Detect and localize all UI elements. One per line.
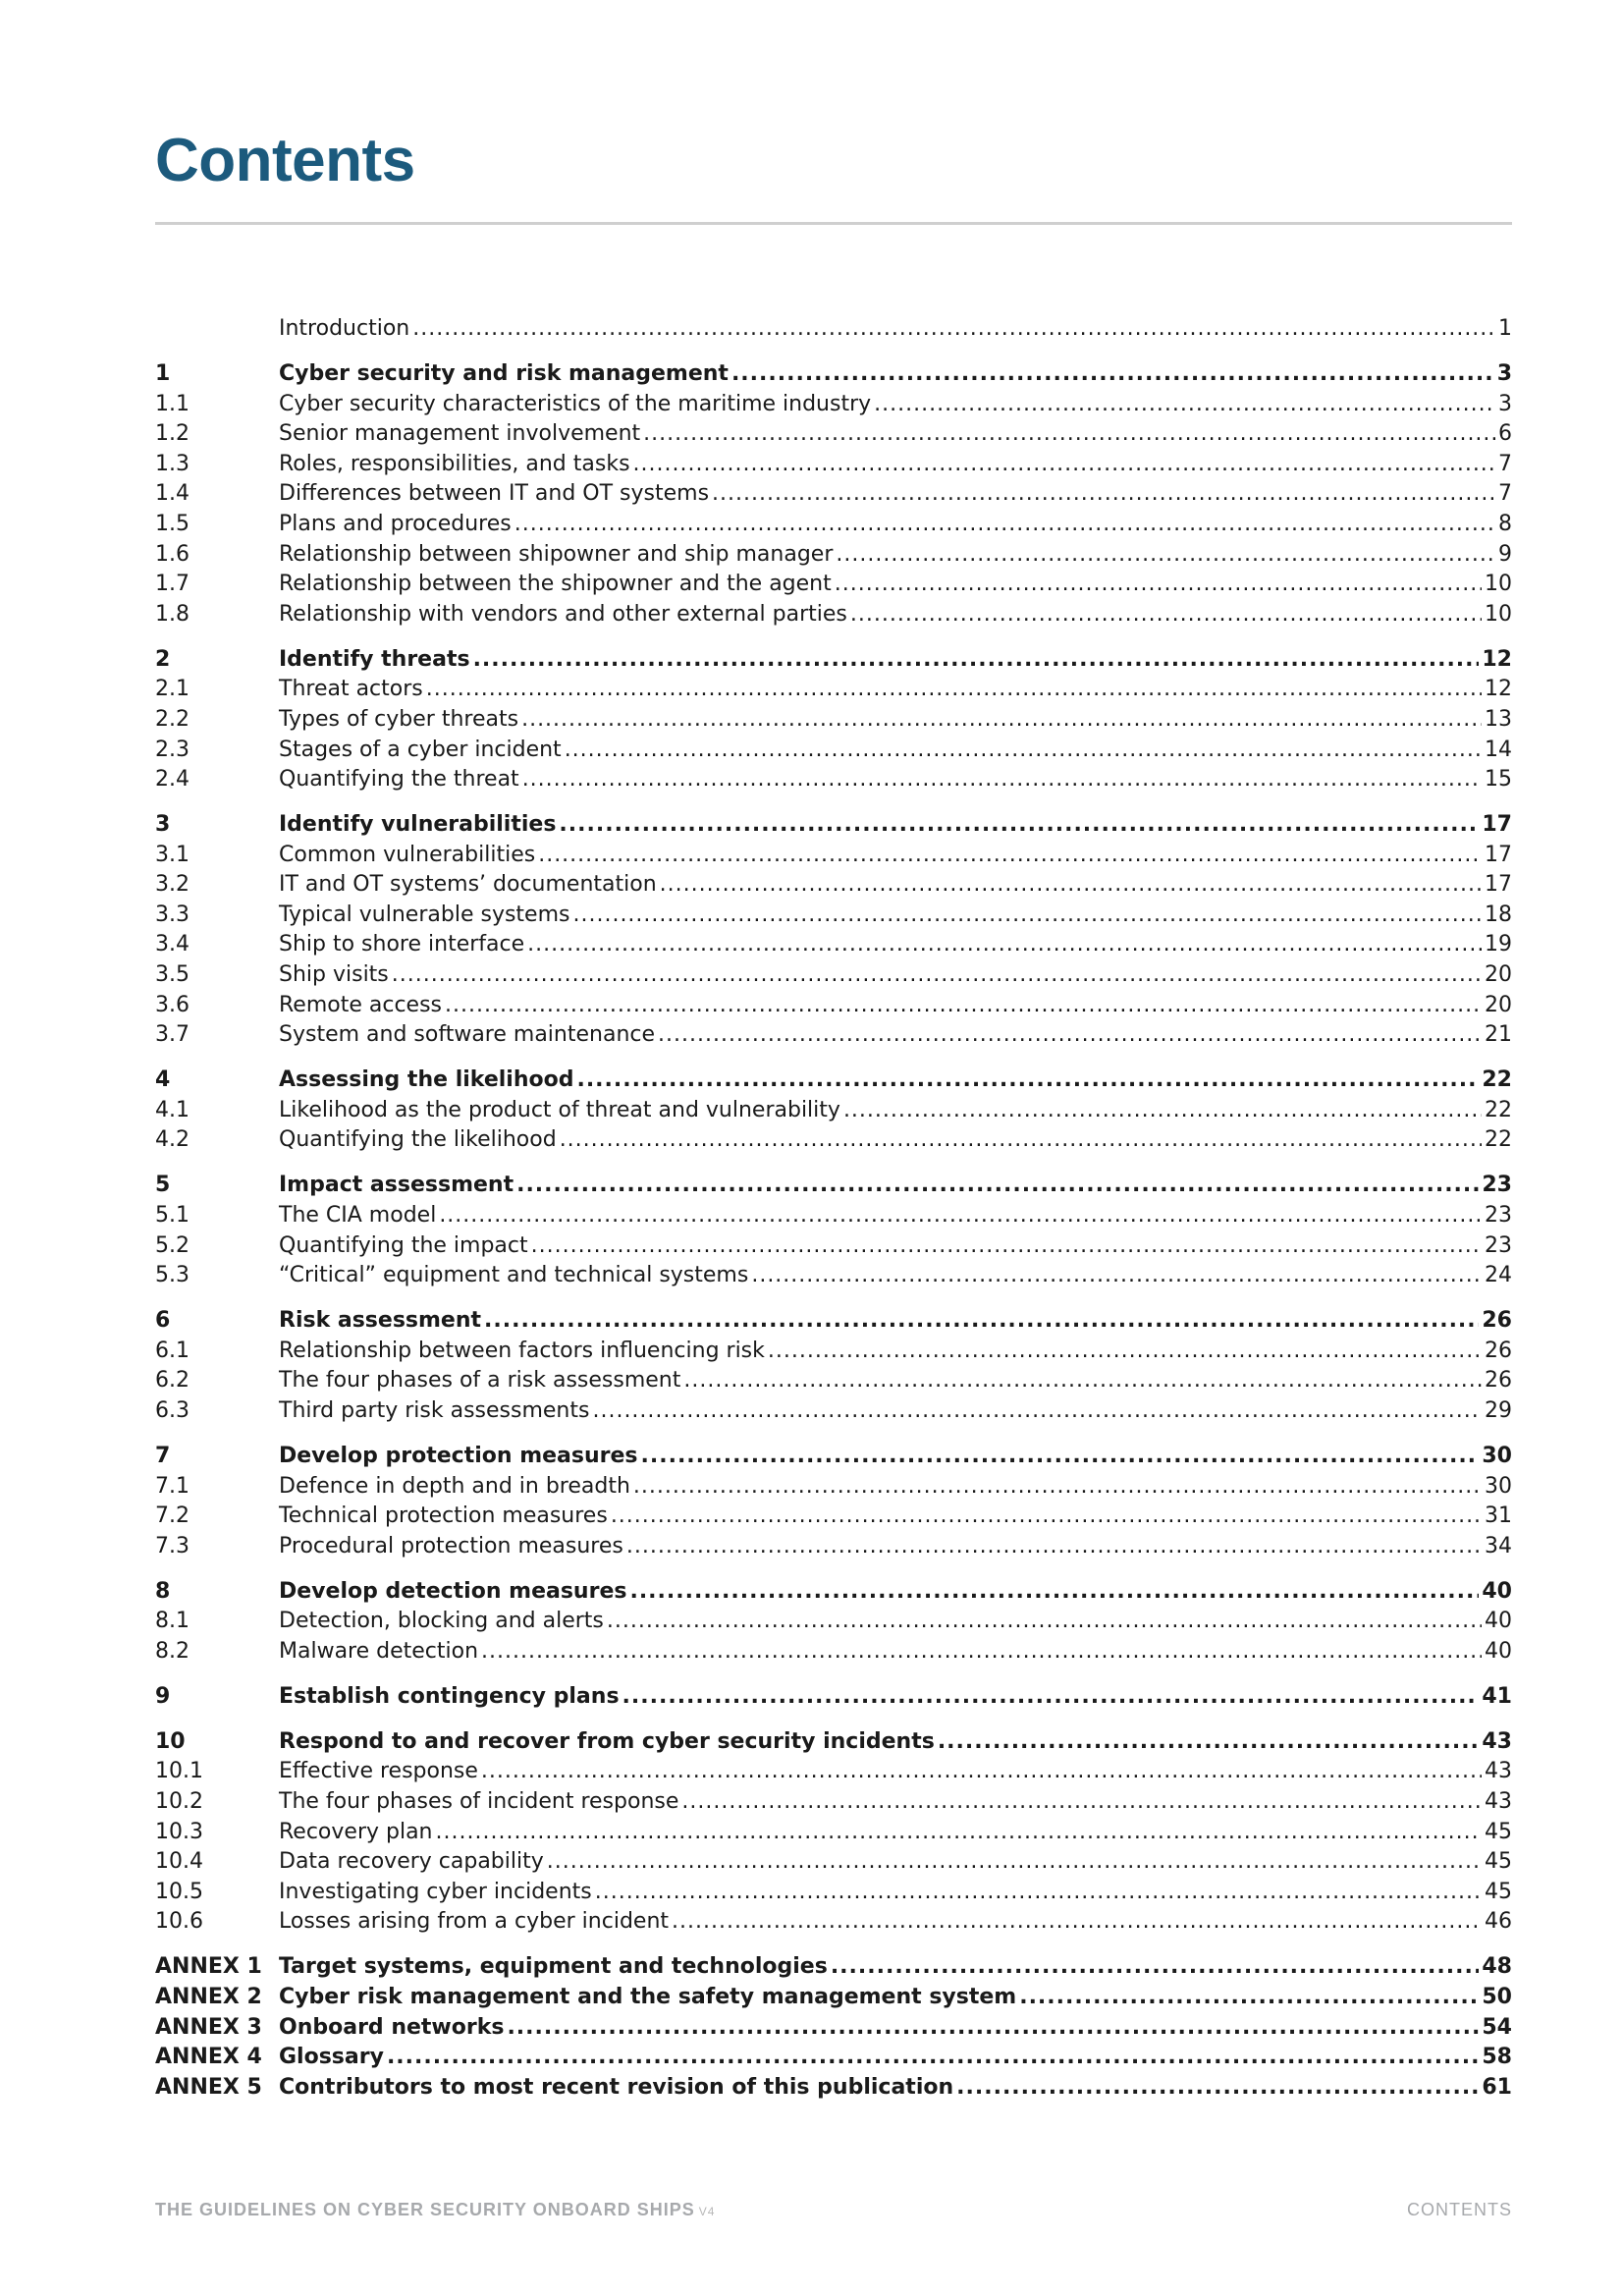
toc-page-number: 50 — [1482, 1984, 1512, 2009]
toc-entry-number: 1.4 — [155, 481, 189, 507]
toc-entry[interactable] — [155, 901, 1512, 931]
toc-page-number: 29 — [1485, 1397, 1512, 1423]
toc-page-number: 21 — [1485, 1022, 1512, 1048]
toc-entry-title: Cyber risk management and the safety management system — [279, 1984, 1017, 2009]
toc-page-number: 43 — [1482, 1728, 1512, 1754]
toc-entry[interactable] — [155, 991, 1512, 1021]
toc-page-number: 31 — [1485, 1503, 1512, 1529]
toc-entry-number: 3.5 — [155, 962, 189, 988]
toc-entry-title: Identify threats — [279, 646, 470, 672]
toc-entry-number: 1.6 — [155, 541, 189, 567]
toc-entry-number: 10.6 — [155, 1909, 203, 1935]
toc-entry-title: Third party risk assessments — [279, 1397, 590, 1423]
toc-entry-title: The CIA model — [279, 1202, 437, 1228]
toc-entry-title: Technical protection measures — [279, 1503, 608, 1529]
toc-page-number: 17 — [1485, 872, 1512, 898]
toc-entry-number: 1.3 — [155, 451, 189, 476]
toc-entry-title: Likelihood as the product of threat and vulnerability — [279, 1097, 840, 1122]
toc-entry-number: 7 — [155, 1443, 171, 1468]
footer-section-name: CONTENTS — [1407, 2200, 1512, 2219]
toc-dot-leader — [592, 1396, 1482, 1427]
toc-page-number: 12 — [1482, 646, 1512, 672]
toc-annex-entry[interactable] — [155, 2013, 1512, 2044]
toc-page-number: 3 — [1496, 360, 1512, 386]
toc-entry-number: 8 — [155, 1578, 171, 1604]
toc-entry-title: Glossary — [279, 2045, 384, 2070]
toc-entry-title: Develop protection measures — [279, 1443, 638, 1468]
toc-page-number: 23 — [1485, 1232, 1512, 1258]
toc-page-number: 15 — [1485, 767, 1512, 793]
toc-entry[interactable] — [155, 1125, 1512, 1156]
toc-dot-leader — [850, 600, 1482, 630]
toc-entry-number: 4 — [155, 1067, 171, 1093]
toc-page-number: 22 — [1485, 1127, 1512, 1153]
toc-entry-number: 1.7 — [155, 572, 189, 597]
toc-entry-number: 4.2 — [155, 1127, 189, 1153]
toc-chapter-entry[interactable] — [155, 1727, 1512, 1758]
toc-page-number: 41 — [1482, 1683, 1512, 1709]
toc-dot-leader — [768, 1337, 1482, 1367]
toc-entry-number: 10 — [155, 1728, 186, 1754]
toc-dot-leader — [426, 675, 1482, 705]
toc-dot-leader — [751, 1261, 1482, 1291]
toc-entry-title: Malware detection — [279, 1638, 479, 1664]
toc-page-number: 45 — [1485, 1819, 1512, 1844]
title-divider — [155, 222, 1512, 225]
toc-page-number: 6 — [1498, 421, 1512, 447]
toc-entry-title: Respond to and recover from cyber security incidents — [279, 1728, 935, 1754]
toc-entry-number: 5 — [155, 1173, 171, 1198]
toc-entry-title: Effective response — [279, 1759, 478, 1784]
toc-dot-leader — [522, 765, 1482, 795]
toc-entry-title: Remote access — [279, 992, 443, 1017]
toc-entry[interactable] — [155, 314, 1512, 345]
toc-dot-leader — [565, 736, 1482, 766]
toc-entry[interactable] — [155, 390, 1512, 420]
toc-dot-leader — [672, 1907, 1482, 1938]
toc-entry[interactable] — [155, 510, 1512, 540]
toc-chapter-entry[interactable] — [155, 1682, 1512, 1713]
toc-page-number: 14 — [1485, 737, 1512, 762]
toc-entry[interactable] — [155, 1096, 1512, 1126]
toc-entry[interactable] — [155, 600, 1512, 630]
toc-page-number: 34 — [1485, 1533, 1512, 1558]
toc-page-number: 40 — [1482, 1578, 1512, 1604]
toc-page-number: 12 — [1485, 677, 1512, 702]
toc-page-number: 19 — [1485, 932, 1512, 957]
toc-annex-entry[interactable] — [155, 1983, 1512, 2013]
toc-entry[interactable] — [155, 765, 1512, 795]
toc-section-group — [155, 1727, 1512, 1938]
toc-entry-title: Investigating cyber incidents — [279, 1879, 592, 1904]
toc-dot-leader — [576, 1066, 1479, 1096]
toc-section-group — [155, 1577, 1512, 1667]
toc-entry-title: IT and OT systems’ documentation — [279, 872, 657, 898]
toc-dot-leader — [681, 1787, 1482, 1818]
toc-dot-leader — [531, 1231, 1482, 1262]
toc-entry-number: 2.4 — [155, 767, 189, 793]
toc-entry-title: Quantifying the impact — [279, 1232, 528, 1258]
toc-entry-number: 6.2 — [155, 1368, 189, 1394]
toc-entry[interactable] — [155, 1261, 1512, 1291]
toc-page-number: 1 — [1498, 316, 1512, 341]
toc-dot-leader — [626, 1532, 1482, 1562]
toc-dot-leader — [643, 419, 1495, 450]
toc-entry[interactable] — [155, 570, 1512, 600]
toc-chapter-entry[interactable] — [155, 645, 1512, 676]
toc-chapter-entry[interactable] — [155, 1066, 1512, 1096]
toc-entry-number: 1.1 — [155, 391, 189, 416]
toc-section-group — [155, 645, 1512, 795]
toc-entry-number: 8.2 — [155, 1638, 189, 1664]
toc-entry-title: Threat actors — [279, 677, 423, 702]
toc-entry-number: 3.3 — [155, 902, 189, 927]
toc-entry[interactable] — [155, 1396, 1512, 1427]
toc-entry-title: Recovery plan — [279, 1819, 433, 1844]
toc-dot-leader — [559, 810, 1479, 841]
toc-page-number: 9 — [1498, 541, 1512, 567]
toc-chapter-entry[interactable] — [155, 1442, 1512, 1472]
toc-entry[interactable] — [155, 1847, 1512, 1878]
toc-entry-number: 3.6 — [155, 992, 189, 1017]
toc-entry-number: 7.3 — [155, 1533, 189, 1558]
toc-page-number: 45 — [1485, 1879, 1512, 1904]
toc-section-group — [155, 810, 1512, 1051]
toc-entry[interactable] — [155, 1366, 1512, 1396]
toc-entry-title: “Critical” equipment and technical systems — [279, 1263, 749, 1288]
toc-chapter-entry[interactable] — [155, 359, 1512, 390]
toc-page-number: 30 — [1485, 1473, 1512, 1499]
toc-entry[interactable] — [155, 1201, 1512, 1231]
toc-entry-number: 10.3 — [155, 1819, 203, 1844]
toc-page-number: 20 — [1485, 962, 1512, 988]
toc-dot-leader — [445, 991, 1482, 1021]
toc-dot-leader — [956, 2073, 1479, 2104]
toc-dot-leader — [843, 1096, 1482, 1126]
toc-dot-leader — [595, 1878, 1482, 1908]
toc-entry-title: Relationship between the shipowner and the agent — [279, 572, 832, 597]
toc-section-group — [155, 314, 1512, 345]
toc-entry[interactable] — [155, 419, 1512, 450]
toc-dot-leader — [633, 450, 1495, 480]
toc-entry-number: 5.3 — [155, 1263, 189, 1288]
toc-page-number: 10 — [1485, 572, 1512, 597]
toc-entry-number: 1.2 — [155, 421, 189, 447]
toc-chapter-entry[interactable] — [155, 810, 1512, 841]
toc-entry-title: Contributors to most recent revision of this publication — [279, 2074, 954, 2100]
toc-page-number: 20 — [1485, 992, 1512, 1017]
toc-dot-leader — [831, 1952, 1480, 1983]
toc-entry[interactable] — [155, 1787, 1512, 1818]
toc-entry-number: 4.1 — [155, 1097, 189, 1122]
toc-entry-number: 7.1 — [155, 1473, 189, 1499]
toc-entry[interactable] — [155, 540, 1512, 571]
toc-page-number: 3 — [1498, 391, 1512, 416]
toc-entry-title: Data recovery capability — [279, 1849, 544, 1875]
toc-entry-number: 3.1 — [155, 842, 189, 867]
toc-entry[interactable] — [155, 1472, 1512, 1503]
toc-entry-title: Risk assessment — [279, 1308, 482, 1334]
toc-page-number: 7 — [1498, 451, 1512, 476]
toc-page-number: 61 — [1482, 2074, 1512, 2100]
toc-annex-entry[interactable] — [155, 2043, 1512, 2073]
toc-page-number: 13 — [1485, 706, 1512, 732]
toc-entry[interactable] — [155, 960, 1512, 991]
toc-entry[interactable] — [155, 736, 1512, 766]
toc-entry-title: Losses arising from a cyber incident — [279, 1909, 670, 1935]
toc-annex-entry[interactable] — [155, 2073, 1512, 2104]
toc-chapter-entry[interactable] — [155, 1306, 1512, 1337]
toc-dot-leader — [712, 479, 1495, 510]
toc-page-number: 26 — [1485, 1368, 1512, 1394]
toc-page-number: 58 — [1482, 2045, 1512, 2070]
toc-entry-title: Ship to shore interface — [279, 932, 525, 957]
toc-entry-title: Onboard networks — [279, 2014, 505, 2040]
toc-dot-leader — [683, 1366, 1482, 1396]
toc-dot-leader — [481, 1757, 1482, 1787]
page-title: Contents — [155, 127, 415, 194]
toc-entry-number: 2.3 — [155, 737, 189, 762]
toc-dot-leader — [547, 1847, 1482, 1878]
toc-entry-number: 9 — [155, 1683, 171, 1709]
toc-page-number: 30 — [1482, 1443, 1512, 1468]
table-of-contents — [155, 314, 1512, 2118]
toc-entry-number: 1.5 — [155, 511, 189, 536]
toc-page-number: 45 — [1485, 1849, 1512, 1875]
toc-dot-leader — [658, 1020, 1482, 1051]
toc-entry-title: Develop detection measures — [279, 1578, 627, 1604]
toc-page-number: 8 — [1498, 511, 1512, 536]
toc-dot-leader — [521, 705, 1482, 736]
toc-entry-number: 6 — [155, 1308, 171, 1334]
toc-dot-leader — [439, 1201, 1482, 1231]
toc-page-number: 23 — [1482, 1173, 1512, 1198]
toc-dot-leader — [938, 1727, 1480, 1758]
toc-entry-number: 3 — [155, 812, 171, 838]
toc-entry[interactable] — [155, 1532, 1512, 1562]
toc-entry-number: 2 — [155, 646, 171, 672]
footer-version: V4 — [698, 2205, 716, 2218]
toc-entry-number: 10.5 — [155, 1879, 203, 1904]
toc-entry-number: ANNEX 3 — [155, 2014, 262, 2040]
toc-chapter-entry[interactable] — [155, 1171, 1512, 1201]
footer-document-title — [155, 2200, 715, 2220]
toc-entry[interactable] — [155, 1637, 1512, 1667]
toc-section-group — [155, 1306, 1512, 1426]
toc-dot-leader — [611, 1502, 1482, 1532]
toc-dot-leader — [835, 570, 1482, 600]
toc-chapter-entry[interactable] — [155, 1577, 1512, 1608]
toc-entry-title: Common vulnerabilities — [279, 842, 536, 867]
toc-dot-leader — [1019, 1983, 1479, 2013]
toc-entry-title: The four phases of a risk assessment — [279, 1368, 681, 1394]
toc-dot-leader — [633, 1472, 1482, 1503]
toc-entry-title: Relationship between factors influencing risk — [279, 1338, 765, 1363]
toc-entry-number: ANNEX 2 — [155, 1984, 262, 2009]
toc-entry-title: Detection, blocking and alerts — [279, 1609, 604, 1634]
toc-entry-number: 3.7 — [155, 1022, 189, 1048]
toc-page-number: 43 — [1485, 1789, 1512, 1815]
toc-dot-leader — [836, 540, 1495, 571]
toc-entry-title: The four phases of incident response — [279, 1789, 679, 1815]
toc-dot-leader — [538, 841, 1482, 871]
toc-page-number: 54 — [1482, 2014, 1512, 2040]
toc-page-number: 26 — [1485, 1338, 1512, 1363]
footer-publication-name: THE GUIDELINES ON CYBER SECURITY ONBOARD SHIPS — [155, 2200, 695, 2219]
toc-entry-number: 2.1 — [155, 677, 189, 702]
toc-entry[interactable] — [155, 1231, 1512, 1262]
toc-annex-entry[interactable] — [155, 1952, 1512, 1983]
toc-page-number: 22 — [1485, 1097, 1512, 1122]
toc-entry-number: 10.1 — [155, 1759, 203, 1784]
toc-entry-title: Typical vulnerable systems — [279, 902, 570, 927]
toc-entry-number: 3.4 — [155, 932, 189, 957]
toc-entry-title: Procedural protection measures — [279, 1533, 623, 1558]
toc-dot-leader — [387, 2043, 1479, 2073]
toc-dot-leader — [641, 1442, 1480, 1472]
toc-page-number: 23 — [1485, 1202, 1512, 1228]
toc-entry-number: 7.2 — [155, 1503, 189, 1529]
toc-entry-title: Ship visits — [279, 962, 389, 988]
toc-dot-leader — [731, 359, 1494, 390]
toc-entry[interactable] — [155, 705, 1512, 736]
toc-page-number: 24 — [1485, 1263, 1512, 1288]
toc-entry[interactable] — [155, 450, 1512, 480]
toc-entry-number: 6.3 — [155, 1397, 189, 1423]
toc-dot-leader — [507, 2013, 1479, 2044]
toc-entry-number: 5.2 — [155, 1232, 189, 1258]
toc-entry-title: Quantifying the threat — [279, 767, 519, 793]
toc-section-group — [155, 1171, 1512, 1290]
toc-entry-title: Impact assessment — [279, 1173, 514, 1198]
toc-entry-title: Introduction — [279, 316, 410, 341]
toc-section-group — [155, 1442, 1512, 1561]
toc-entry-title: Plans and procedures — [279, 511, 512, 536]
toc-entry[interactable] — [155, 1878, 1512, 1908]
toc-section-group — [155, 1066, 1512, 1156]
toc-entry[interactable] — [155, 1337, 1512, 1367]
toc-dot-leader — [514, 510, 1495, 540]
toc-entry-number: 10.4 — [155, 1849, 203, 1875]
toc-entry-title: Roles, responsibilities, and tasks — [279, 451, 630, 476]
toc-entry[interactable] — [155, 870, 1512, 901]
toc-entry-number: 2.2 — [155, 706, 189, 732]
toc-page-number: 17 — [1482, 812, 1512, 838]
toc-entry[interactable] — [155, 1757, 1512, 1787]
toc-entry-title: Defence in depth and in breadth — [279, 1473, 630, 1499]
toc-page-number: 46 — [1485, 1909, 1512, 1935]
toc-entry-title: Cyber security and risk management — [279, 360, 729, 386]
toc-page-number: 48 — [1482, 1954, 1512, 1980]
toc-entry[interactable] — [155, 1502, 1512, 1532]
toc-entry-number: 10.2 — [155, 1789, 203, 1815]
toc-dot-leader — [607, 1607, 1482, 1637]
toc-entry-title: Stages of a cyber incident — [279, 737, 562, 762]
toc-section-group — [155, 1952, 1512, 2103]
toc-dot-leader — [629, 1577, 1479, 1608]
toc-entry-title: Senior management involvement — [279, 421, 641, 447]
toc-entry[interactable] — [155, 1818, 1512, 1848]
toc-entry-title: Establish contingency plans — [279, 1683, 620, 1709]
toc-entry-number: 5.1 — [155, 1202, 189, 1228]
toc-entry-title: System and software maintenance — [279, 1022, 656, 1048]
toc-entry-number: ANNEX 1 — [155, 1954, 262, 1980]
toc-page-number: 10 — [1485, 601, 1512, 627]
toc-dot-leader — [392, 960, 1482, 991]
toc-page-number: 40 — [1485, 1638, 1512, 1664]
toc-entry[interactable] — [155, 479, 1512, 510]
toc-entry-title: Assessing the likelihood — [279, 1067, 574, 1093]
toc-page-number: 40 — [1485, 1609, 1512, 1634]
toc-entry-number: 1 — [155, 360, 171, 386]
toc-dot-leader — [527, 930, 1482, 960]
toc-entry[interactable] — [155, 841, 1512, 871]
toc-entry-title: Identify vulnerabilities — [279, 812, 557, 838]
toc-page-number: 43 — [1485, 1759, 1512, 1784]
toc-dot-leader — [660, 870, 1482, 901]
toc-entry-title: Relationship between shipowner and ship manager — [279, 541, 834, 567]
toc-section-group — [155, 1682, 1512, 1713]
toc-entry[interactable] — [155, 1907, 1512, 1938]
toc-page-number: 22 — [1482, 1067, 1512, 1093]
toc-entry-number: 8.1 — [155, 1609, 189, 1634]
toc-entry-number: 1.8 — [155, 601, 189, 627]
toc-entry[interactable] — [155, 675, 1512, 705]
toc-dot-leader — [572, 901, 1482, 931]
toc-entry[interactable] — [155, 1020, 1512, 1051]
toc-entry-title: Relationship with vendors and other external parties — [279, 601, 847, 627]
toc-entry-title: Types of cyber threats — [279, 706, 519, 732]
toc-page-number: 17 — [1485, 842, 1512, 867]
toc-entry-title: Quantifying the likelihood — [279, 1127, 557, 1153]
toc-dot-leader — [481, 1637, 1482, 1667]
toc-entry-number: ANNEX 4 — [155, 2045, 262, 2070]
toc-entry-number: 3.2 — [155, 872, 189, 898]
toc-entry[interactable] — [155, 1607, 1512, 1637]
page-footer — [155, 2200, 1512, 2220]
toc-entry-number: 6.1 — [155, 1338, 189, 1363]
toc-entry-title: Cyber security characteristics of the maritime industry — [279, 391, 872, 416]
toc-dot-leader — [412, 314, 1495, 345]
toc-dot-leader — [874, 390, 1495, 420]
toc-dot-leader — [484, 1306, 1479, 1337]
toc-dot-leader — [516, 1171, 1479, 1201]
toc-entry[interactable] — [155, 930, 1512, 960]
toc-entry-title: Differences between IT and OT systems — [279, 481, 710, 507]
toc-entry-number: ANNEX 5 — [155, 2074, 262, 2100]
toc-entry-title: Target systems, equipment and technologies — [279, 1954, 828, 1980]
toc-page-number: 7 — [1498, 481, 1512, 507]
toc-dot-leader — [622, 1682, 1480, 1713]
toc-dot-leader — [473, 645, 1480, 676]
toc-page-number: 18 — [1485, 902, 1512, 927]
toc-dot-leader — [436, 1818, 1482, 1848]
toc-dot-leader — [560, 1125, 1482, 1156]
toc-section-group — [155, 359, 1512, 629]
toc-page-number: 26 — [1482, 1308, 1512, 1334]
